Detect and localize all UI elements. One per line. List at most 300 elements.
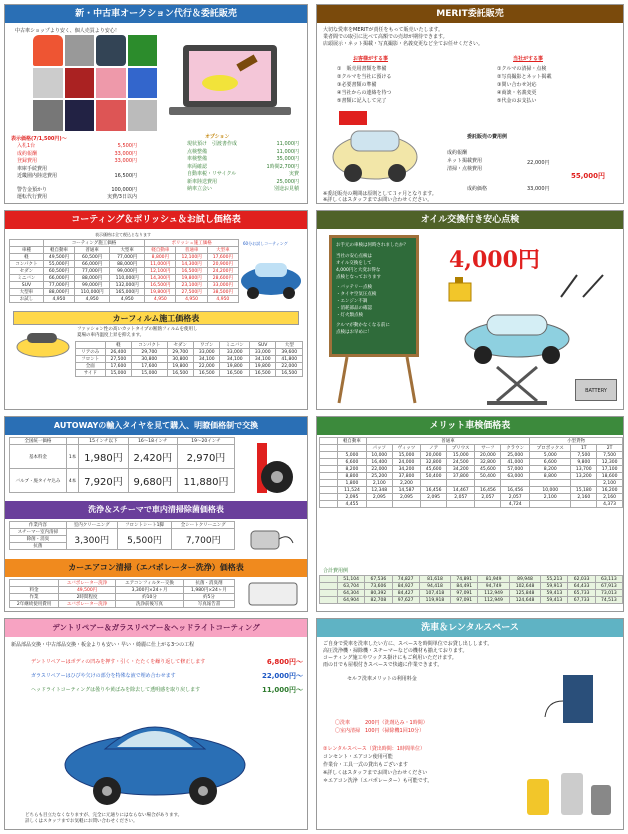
table-row: [320, 501, 623, 508]
dent-title: デントリペアー＆ガラスリペアー＆ヘッドライトコーティング: [5, 619, 307, 637]
table-cell: 64,904: [338, 597, 365, 604]
table-cell: サイド: [76, 370, 106, 377]
fee-row: 近畿圏内陸送費用 16,500円: [17, 173, 137, 179]
table-cell: 1,800: [338, 480, 367, 487]
table-cell: 29,700: [167, 349, 193, 356]
film-title: カーフィルム施工価格表: [13, 311, 299, 325]
wash-intro: ご自身で愛車を洗車したい方に、スペースを時間単位でお貸し出しします。 高圧洗浄機・掃除機・スチーマーなどの機材も揃えております。 コーティング施工やワックス掛けにもご利用いただけます。 雨の日でも屋根付きスペースで快適に作業できます。: [323, 641, 493, 668]
table-cell: セダン: [10, 268, 44, 275]
dent-panel: [4, 618, 308, 830]
table-cell: 19,800: [250, 363, 276, 370]
car-photo: [65, 68, 95, 99]
table-cell: 16,500: [220, 370, 250, 377]
table-cell: 16,456: [501, 487, 530, 494]
table-cell: 17,600: [132, 363, 168, 370]
car-photo: [33, 68, 63, 99]
table-cell: 84,491: [451, 583, 478, 590]
table-row: [320, 452, 623, 459]
table-cell: [571, 480, 597, 487]
table-cell: 99,000円: [75, 282, 110, 289]
table-cell: フロント: [76, 356, 106, 363]
table-cell: 88,000円: [43, 289, 74, 296]
table-cell: 63,000: [501, 473, 530, 480]
table-cell: 22,000: [194, 363, 220, 370]
table-cell: 26,400: [105, 349, 131, 356]
table-cell: 88,000円: [75, 275, 110, 282]
table-cell: [447, 501, 475, 508]
table-cell: [447, 480, 475, 487]
table-row: [320, 583, 623, 590]
table-cell: 13,200: [571, 473, 597, 480]
table-cell: 64,433: [568, 583, 595, 590]
table-cell: 81,618: [419, 576, 450, 583]
table-cell: 2,100: [597, 480, 623, 487]
table-cell: 4,950: [43, 296, 74, 303]
customer-steps: ① 販売用書類を準備 ②クルマを当社に預ける ③必要書類の準備 ④当社からの連絡を待つ ⑤書類に記入して完了: [337, 66, 392, 104]
customer-steps-head: お客様がする事: [353, 56, 389, 62]
table-cell: [421, 480, 447, 487]
table-cell: 2,095: [338, 494, 367, 501]
wash-machine-illustration: [543, 671, 613, 727]
chalkboard: お手元の車検は何時されましたか？ 当社の安心点検は オイル交換をして 4,000円と大変お得な 点検となっております ・バッテリー点検 ・タイヤ空気圧点検 ・エンジン不調 ・消耗部品の確認 ・灯火類点検 クルマが動かなくなる前に 点検はお早めに！: [329, 235, 419, 357]
table-cell: 88,000円: [110, 261, 145, 268]
fee-title: 委託販売の費用例: [467, 134, 508, 140]
table-row: [10, 261, 239, 268]
table-cell: 125,848: [509, 590, 540, 597]
table-row: [320, 459, 623, 466]
table-cell: お試し: [10, 296, 44, 303]
table-cell: [475, 501, 501, 508]
table-cell: 84,927: [392, 583, 419, 590]
dent-car-illustration: [55, 709, 255, 809]
table-cell: 16,500: [194, 370, 220, 377]
fee-list: [447, 149, 482, 173]
oil-title: オイル交換付き安心点検: [317, 211, 623, 229]
company-steps: ①クルマの清掃・点検 ②写真撮影とネット掲載 ③問い合わせ対応 ④商談・名義変更 ⑤代金のお支払い: [497, 66, 552, 104]
table-cell: 24,200円: [207, 268, 238, 275]
table-cell: 18,600: [597, 473, 623, 480]
aircon-unit-icon: [245, 579, 301, 609]
table-cell: [475, 480, 501, 487]
table-cell: 14,467: [447, 487, 475, 494]
easel-legs: [337, 357, 417, 405]
fee-total: 55,000円: [571, 172, 606, 180]
table-cell: 8,200: [338, 466, 367, 473]
table-cell: 4,950: [176, 296, 207, 303]
table-cell: 112,949: [478, 590, 509, 597]
table-cell: 12,100円: [176, 254, 207, 261]
table-cell: 2,095: [366, 494, 392, 501]
dent-items: [31, 655, 303, 697]
table-cell: 45,600: [475, 466, 501, 473]
car-photo: [96, 100, 126, 131]
table-cell: 132,000円: [110, 282, 145, 289]
table-cell: 59,413: [541, 597, 568, 604]
oil-can-icon: [445, 275, 485, 305]
table-cell: 4,950: [110, 296, 145, 303]
table-cell: 107,418: [419, 590, 450, 597]
table-cell: 63,113: [595, 576, 622, 583]
table-cell: 74,891: [451, 576, 478, 583]
table-cell: 102,648: [509, 583, 540, 590]
table-cell: 16,456: [421, 487, 447, 494]
car-photo: [33, 35, 63, 66]
table-cell: 37,800: [447, 473, 475, 480]
table-cell: 110,000円: [110, 275, 145, 282]
table-cell: 33,000: [250, 349, 276, 356]
table-cell: 55,213: [541, 576, 568, 583]
table-cell: 19,800: [220, 363, 250, 370]
table-cell: 34,100: [220, 356, 250, 363]
table-cell: [501, 480, 530, 487]
table-cell: SUV: [10, 282, 44, 289]
cleaning-tools-illustration: [517, 759, 617, 823]
coating-table: コーティング施工価格 ポリッシュ施工価格 車種 軽自動車 普通車 大型車 軽自動車 普通車 大型車 軽 49,500円 60,500円 77,000円 8,800円 12,100円 17,600円 コンパクト 55,000円 66,000円 88,000円 11,000円 14,300円 20,900円 セダン 60,500円 77,000円 99,000円 12,100円 16,500円 24,200円 ミニバン 66,000円 88,000円 110,000円 14,300円 19,800円 28,600円 SUV 77,000円 99,000円 132,000円 16,500円 23,100円 33,000円 大型車 88,000円 110,000円 165,000円 19,800円 27,500円 38,500円 お試し 4,950 4,950 4,950 4,950 4,950 4,950: [9, 239, 239, 303]
table-cell: 19,800円: [176, 275, 207, 282]
table-cell: [571, 501, 597, 508]
table-cell: 11,000円: [145, 261, 176, 268]
table-cell: 15,000: [392, 452, 421, 459]
table-cell: 22,000: [276, 363, 303, 370]
film-car-illustration: [13, 327, 73, 361]
table-cell: 119,918: [419, 597, 450, 604]
car-grid: [33, 35, 157, 131]
table-cell: 12,348: [366, 487, 392, 494]
table-cell: 82,708: [365, 597, 392, 604]
table-cell: [421, 501, 447, 508]
aircon-title: カーエアコン清掃（エバポレーター洗浄）価格表: [5, 559, 307, 577]
table-cell: 13,700: [571, 466, 597, 473]
dent-item: ヘッドライトコーティングは曇りや黄ばみを除去して透明感を取り戻します 11,000円〜: [31, 686, 303, 694]
sale-price-value: 33,000円: [527, 186, 550, 192]
table-row: [10, 282, 239, 289]
oil-price: 4,000円: [449, 247, 540, 273]
steamer-icon: [245, 523, 295, 553]
fee-row: 運転代行費用 実費/3日以内: [17, 194, 137, 200]
table-cell: 17,600: [105, 363, 131, 370]
table-cell: 8,200: [530, 466, 571, 473]
table-cell: 124,648: [509, 597, 540, 604]
steam-title: 洗浄＆スチーマで車内清掃除菌価格表: [5, 501, 307, 519]
table-cell: 73,606: [365, 583, 392, 590]
price-heading: 表示価格(7/1,500円)〜: [11, 136, 67, 142]
auction-title: 新・中古車オークション代行＆委託販売: [5, 5, 307, 23]
table-cell: 37,800: [392, 473, 421, 480]
table-cell: 99,000円: [110, 268, 145, 275]
sale-price-label: 成約価格: [467, 186, 488, 192]
battery-icon: BATTERY: [575, 379, 617, 401]
table-row: [320, 597, 623, 604]
table-row: [320, 466, 623, 473]
wiper-icon: [557, 271, 611, 301]
table-cell: 59,413: [541, 590, 568, 597]
table-cell: 2,100: [530, 494, 571, 501]
table-cell: 41,000: [501, 459, 530, 466]
table-cell: 4,455: [338, 501, 367, 508]
table-cell: 5,000: [338, 452, 367, 459]
car-photo: [96, 35, 126, 66]
table-cell: 32,800: [475, 459, 501, 466]
table-cell: 28,600円: [207, 275, 238, 282]
table-cell: 15,000: [447, 452, 475, 459]
table-cell: 30,800: [167, 356, 193, 363]
table-cell: 16,500: [167, 370, 193, 377]
option-row: 自動車税・リサイクル 実費: [187, 171, 299, 177]
table-cell: 97,091: [451, 590, 478, 597]
dent-intro: 新品部品交換・中古部品交換・板金よりも安い・早い・綺麗に仕上がる3つの工程: [11, 642, 195, 648]
table-cell: 6,600: [530, 459, 571, 466]
table-cell: 63,704: [338, 583, 365, 590]
table-cell: 33,000: [220, 349, 250, 356]
table-cell: 9,800: [571, 459, 597, 466]
table-cell: 112,949: [478, 597, 509, 604]
table-row: [10, 254, 239, 261]
oil-question: お手元の車検は何時されましたか？: [336, 243, 408, 248]
table-cell: 19,800: [167, 363, 193, 370]
table-cell: 7,500: [597, 452, 623, 459]
table-cell: 16,400: [366, 459, 392, 466]
table-cell: 33,000: [194, 349, 220, 356]
option-row: 現状預け 引渡書作成 11,000円: [187, 141, 299, 147]
table-cell: 97,627: [392, 597, 419, 604]
table-cell: 67,733: [568, 597, 595, 604]
table-cell: 2,095: [421, 494, 447, 501]
table-cell: 39,600: [276, 349, 303, 356]
table-cell: 64,304: [338, 590, 365, 597]
table-cell: 16,500: [250, 370, 276, 377]
table-cell: [392, 501, 421, 508]
option-row: 新車陸送費用 25,000円: [187, 178, 299, 185]
table-cell: [530, 501, 571, 508]
steam-table: 作業内容 室内クリーニング フロントシート1脚 全シートクリーニング スチーマー室内清掃 3,300円 5,500円 7,700円 除菌・消臭 抗菌: [9, 521, 235, 550]
table-cell: 20,900円: [207, 261, 238, 268]
coating-car-illustration: [237, 251, 305, 303]
table-cell: ミニバン: [10, 275, 44, 282]
table-cell: 2,160: [597, 494, 623, 501]
fee-value: 22,000円: [527, 160, 550, 166]
table-row: [320, 576, 623, 583]
table-cell: 15,000: [132, 370, 168, 377]
table-cell: 11,524: [338, 487, 367, 494]
table-cell: 62,033: [568, 576, 595, 583]
trial-coating-head: 60分お試しコーティング: [243, 241, 288, 246]
wash-panel: [316, 618, 624, 830]
fee-row: 入札1台 5,500円: [17, 143, 137, 149]
table-cell: 2,057: [447, 494, 475, 501]
table-row: [320, 494, 623, 501]
table-cell: リアのみ: [76, 349, 106, 356]
table-cell: 12,300: [597, 459, 623, 466]
film-table: 軽 コンパクト セダン ワゴン ミニバン SUV 大型 リアのみ 26,400 29,700 29,700 33,000 33,000 33,000 39,600 フロント 27,500 30,800 30,800 34,100 34,100 34,100 41,800 全面 17,600 17,600 19,800 22,000 19,800 19,800 22,000 サイド 15,000 15,000 16,500 16,500 16,500 16,500 16,500: [75, 341, 303, 377]
table-cell: 94,418: [419, 583, 450, 590]
table-cell: 23,100円: [176, 282, 207, 289]
table-cell: 24,000: [392, 459, 421, 466]
table-cell: 10,000: [366, 452, 392, 459]
table-row: [76, 370, 303, 377]
table-cell: [366, 501, 392, 508]
table-cell: 14,300円: [176, 261, 207, 268]
table-row: [76, 349, 303, 356]
table-cell: 34,100: [194, 356, 220, 363]
table-cell: 84,427: [392, 590, 419, 597]
table-cell: 8,800: [530, 473, 571, 480]
fee-row: ネット掲載費用: [447, 158, 483, 164]
table-cell: 110,000円: [75, 289, 110, 296]
table-cell: 73,013: [595, 590, 622, 597]
table-cell: 77,000円: [43, 282, 74, 289]
table-cell: 2,100: [366, 480, 392, 487]
table-row: [10, 275, 239, 282]
company-steps-head: 当社がする事: [513, 56, 544, 62]
table-cell: 16,500円: [176, 268, 207, 275]
coating-title: コーティング＆ポリッシュ＆お試し価格表: [5, 211, 307, 229]
table-cell: 15,000: [105, 370, 131, 377]
table-cell: 14,587: [392, 487, 421, 494]
table-cell: 25,200: [366, 473, 392, 480]
wash-price-list: 〇洗車 200円（洗剤込み・1時間） 〇室内清掃 100円（掃除機1回10分）: [335, 720, 428, 734]
option-row: 車検整備 35,000円: [187, 156, 299, 162]
car-photo: [65, 35, 95, 66]
table-cell: 89,948: [509, 576, 540, 583]
table-row: [320, 473, 623, 480]
oil-panel: [316, 210, 624, 410]
car-photo: [65, 100, 95, 131]
option-row: 車両確認 1時間2,700円: [187, 163, 299, 170]
table-row: [76, 363, 303, 370]
merit-sale-panel: [316, 4, 624, 204]
merit-total-table: [319, 575, 623, 604]
table-cell: 34,200: [392, 466, 421, 473]
table-cell: 2,160: [571, 494, 597, 501]
coating-note: 表示価格は全て税込となります: [95, 232, 151, 237]
table-cell: 51,104: [338, 576, 365, 583]
aircon-table: エバポレーター洗浄 エアコンフィルター交換 抗菌・消臭剤 料金 49,500円 3,300円×24ヶ月 1,980円×24ヶ月 作業 2時間程度 約10分 約5分 2年継続使用費用 エバポレーター洗浄 洗浄前後写真 写真報告書: [9, 579, 235, 608]
table-cell: [530, 480, 571, 487]
fee-row: 成約報酬: [447, 150, 468, 156]
table-cell: 49,500円: [43, 254, 74, 261]
merit-check-title: メリット車検価格表: [317, 417, 623, 435]
table-cell: 80,392: [365, 590, 392, 597]
table-cell: 大型車: [10, 289, 44, 296]
fee-row: 清掃・点検費用: [447, 166, 483, 172]
table-row: [320, 480, 623, 487]
table-cell: 5,000: [530, 452, 571, 459]
tire-table: 全国統一価格 15インチ以下 16〜18インチ 19〜20インチ 基本料金 1本 1,980円 2,420円 2,970円 バルブ・廃タイヤ込み 4本 7,920円 9,680円 11,880円: [9, 437, 235, 493]
table-cell: 軽: [10, 254, 44, 261]
table-cell: 16,500: [276, 370, 303, 377]
wash-title: 洗車＆レンタルスペース: [317, 619, 623, 637]
merit-check-table: 軽自動車 普通車 小型貨物 パッソ ヴィッツ ノア プリウス サーフ クラウン プロボックス 1T 2T 5,000 10,000 15,000 20,000 15,000 20,000 25,000 5,000 7,500 7,500 6,600 16,400 24,000 32,800 24,500 32,800 41,000 6,600 9,800 12,300 8,200 22,000 34,200 45,600 34,200 45,600 57,000 8,200 13,700 17,100 8,800 25,200 37,800 50,400 37,800 50,400 63,000 8,800 13,200 18,600 1,800 2,100 2,200 2,100 11,524 12,348 14,587 16,456 14,467 16,456 16,456 10,000 15,180 16,200 2,095 2,095 2,095 2,095 2,057 2,057 2,057 2,100 2,160 2,160 4,455 4,724 4,373: [319, 437, 623, 508]
tire-title: AUTOWAYの輸入タイヤを見て購入、明瞭価格制で交換: [5, 417, 307, 435]
table-cell: 27,500: [105, 356, 131, 363]
dent-footer: どちらも目立たなくなりますが、完全に元通りにはならない場合があります。 詳しくはスタッフまでお気軽にお問い合わせください。: [25, 813, 183, 824]
table-cell: 4,950: [145, 296, 176, 303]
sale-car-illustration: [325, 109, 425, 185]
table-cell: 66,000円: [43, 275, 74, 282]
table-cell: 17,100: [597, 466, 623, 473]
table-cell: 20,000: [421, 452, 447, 459]
table-cell: 60,500円: [43, 268, 74, 275]
table-cell: 29,700: [132, 349, 168, 356]
dent-item: ガラスリペアーはひびや欠けの部分を特殊な液で埋め合わせます 22,000円〜: [31, 672, 303, 680]
merit-sale-title: MERIT委託販売: [317, 5, 623, 23]
table-cell: コンパクト: [10, 261, 44, 268]
car-photo: [128, 35, 158, 66]
table-cell: 19,800円: [145, 289, 176, 296]
table-cell: 6,600: [338, 459, 367, 466]
auction-fees: [17, 143, 137, 202]
wash-notes: ②レンタルスペース（貸出時間：1時間単位） コンセント・エアコン使用可能 作業台・工具一式の貸出もございます ※詳しくはスタッフまでお問い合わせください ＊エアコン洗浄（エバポレーター）も可能です。: [323, 746, 433, 784]
table-row: [10, 289, 239, 296]
table-cell: 2,057: [475, 494, 501, 501]
table-cell: 27,500円: [176, 289, 207, 296]
laptop-auction-illustration: [165, 43, 295, 123]
table-cell: 12,100円: [145, 268, 176, 275]
table-cell: 50,400: [475, 473, 501, 480]
table-cell: 10,000: [530, 487, 571, 494]
table-cell: 55,000円: [43, 261, 74, 268]
table-cell: 34,200: [447, 466, 475, 473]
table-cell: 15,180: [571, 487, 597, 494]
table-cell: 38,500円: [207, 289, 238, 296]
car-photo: [33, 100, 63, 131]
table-cell: 57,000: [501, 466, 530, 473]
table-cell: 77,000円: [75, 268, 110, 275]
table-cell: 4,950: [207, 296, 238, 303]
table-cell: 25,000: [501, 452, 530, 459]
table-cell: 94,749: [478, 583, 509, 590]
table-cell: 41,800: [276, 356, 303, 363]
table-cell: 50,400: [421, 473, 447, 480]
fee-row: 車庫手続費用: [17, 165, 48, 172]
table-cell: 全面: [76, 363, 106, 370]
table-cell: 77,000円: [110, 254, 145, 261]
option-row: 点検整備 11,000円: [187, 148, 299, 155]
table-cell: 7,500: [571, 452, 597, 459]
table-cell: 33,000円: [207, 282, 238, 289]
merit-intro: 大切な愛車をMERITが責任をもって販売いたします。 業者間での取引に比べて高額での売却が期待できます。 店頭展示・ネット掲載・写真撮影・名義変更など全てお任せください。: [323, 27, 484, 47]
table-cell: 2,095: [392, 494, 421, 501]
table-cell: 16,456: [475, 487, 501, 494]
table-cell: 16,200: [597, 487, 623, 494]
merit-check-panel: [316, 416, 624, 612]
lift-car-illustration: [457, 311, 577, 407]
options-title: オプション: [205, 134, 230, 140]
table-cell: 24,500: [447, 459, 475, 466]
dent-item: デントリペアーはボディの凹みを押す・引く・たたくを繰り返して修正します 6,800円〜: [31, 658, 303, 666]
table-row: [320, 590, 623, 597]
table-cell: 4,373: [597, 501, 623, 508]
tire-machine-illustration: [239, 439, 303, 499]
table-cell: 97,091: [451, 597, 478, 604]
option-row: 納車立会い 別途お見積: [187, 186, 299, 192]
total-label: 合計費用例: [323, 568, 349, 574]
film-desc: ファッション性の高いカットタイプの断熱フィルムを使用し 夏場の車内温度上昇を抑えます。: [77, 327, 198, 338]
merit-footer: ※委託販売の期間は原則として３ヶ月となります。 ※詳しくはスタッフまでお問い合わせください。: [323, 191, 437, 203]
car-photo: [96, 68, 126, 99]
table-cell: 20,000: [475, 452, 501, 459]
table-cell: 2,200: [392, 480, 421, 487]
table-cell: 165,000円: [110, 289, 145, 296]
table-cell: 34,100: [250, 356, 276, 363]
table-row: [76, 356, 303, 363]
table-cell: 14,300円: [145, 275, 176, 282]
table-cell: 74,513: [595, 597, 622, 604]
table-cell: 17,600円: [207, 254, 238, 261]
table-row: [10, 296, 239, 303]
table-cell: 59,913: [541, 583, 568, 590]
table-cell: 81,949: [478, 576, 509, 583]
